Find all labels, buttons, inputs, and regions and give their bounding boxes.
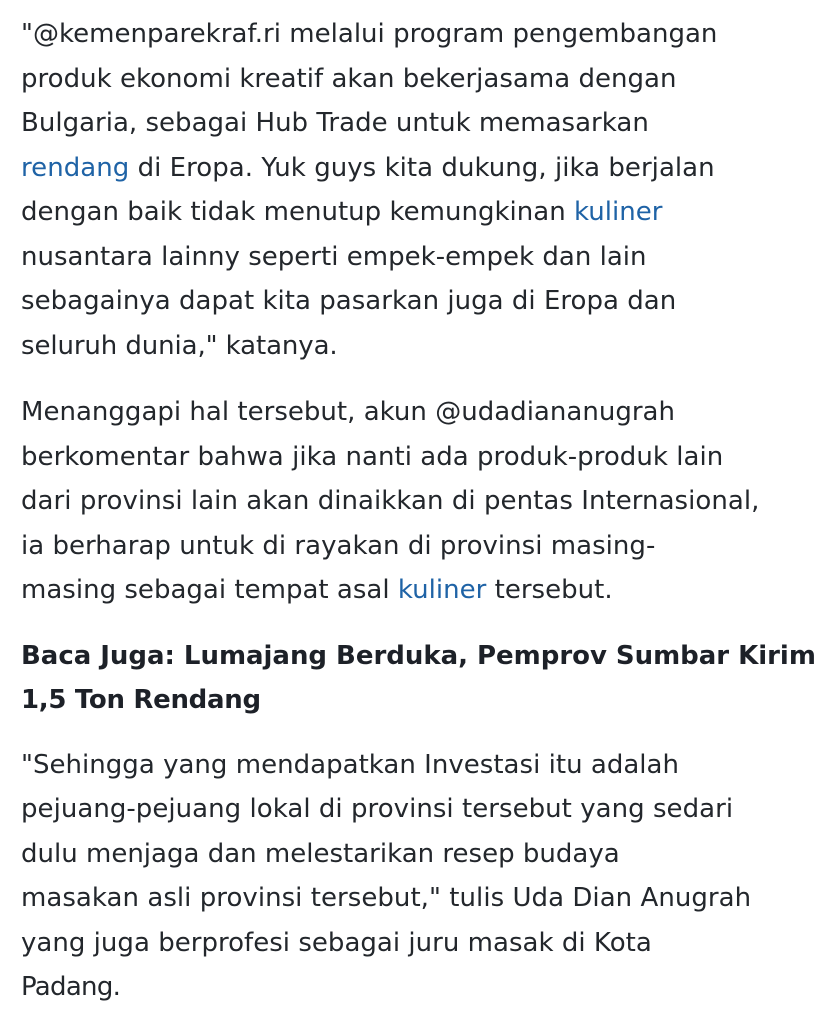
text-line: nusantara lainny seperti empek-empek dan lain — [21, 241, 647, 272]
text-line — [21, 146, 822, 191]
text-line: seluruh dunia," katanya. — [21, 330, 338, 361]
text-line: Padang. — [21, 972, 121, 1002]
text-segment: tersebut. — [486, 575, 613, 605]
text-line: yang juga berprofesi sebagai juru masak di Kota — [21, 927, 652, 958]
text-line: Menanggapi hal tersebut, akun @udadiananugrah — [21, 397, 675, 427]
text-segment: di Eropa. Yuk guys kita dukung, jika berjalan — [129, 152, 715, 183]
text-line: ia berharap untuk di rayakan di provinsi masing- — [21, 530, 656, 561]
text-line: sebagainya dapat kita pasarkan juga di Eropa dan — [21, 286, 677, 316]
text-line: masakan asli provinsi tersebut," tulis Uda Dian Anugrah — [21, 883, 752, 913]
link-kuliner[interactable]: kuliner — [574, 197, 663, 227]
text-line — [21, 190, 822, 235]
text-line: dulu menjaga dan melestarikan resep budaya — [21, 838, 620, 869]
read-also-line: Baca Juga: Lumajang Berduka, Pemprov Sumbar Kirim — [21, 640, 816, 671]
paragraph-response-udadiananugrah — [21, 390, 822, 613]
text-segment: dengan baik tidak menutup kemungkinan — [21, 197, 575, 227]
read-also-line: 1,5 Ton Rendang — [21, 685, 261, 715]
text-line: Bulgaria, sebagai Hub Trade untuk memasarkan — [21, 108, 649, 138]
text-line: produk ekonomi kreatif akan bekerjasama dengan — [21, 63, 677, 94]
text-line — [21, 568, 822, 613]
text-line: "Sehingga yang mendapatkan Investasi itu adalah — [21, 749, 680, 780]
text-line: pejuang-pejuang lokal di provinsi tersebut yang sedari — [21, 794, 734, 824]
text-segment: masing sebagai tempat asal — [21, 575, 398, 605]
text-line: dari provinsi lain akan dinaikkan di pentas Internasional, — [21, 486, 760, 516]
read-also-title[interactable] — [21, 634, 822, 723]
paragraph-quote-kemenparekraf — [21, 12, 822, 368]
text-line: berkomentar bahwa jika nanti ada produk-produk lain — [21, 441, 724, 472]
text-line: "@kemenparekraf.ri melalui program pengembangan — [21, 19, 718, 49]
paragraph-quote-investasi — [21, 743, 822, 1010]
link-kuliner[interactable]: kuliner — [397, 575, 487, 605]
link-rendang[interactable]: rendang — [21, 152, 130, 183]
read-also-link[interactable] — [21, 634, 822, 723]
